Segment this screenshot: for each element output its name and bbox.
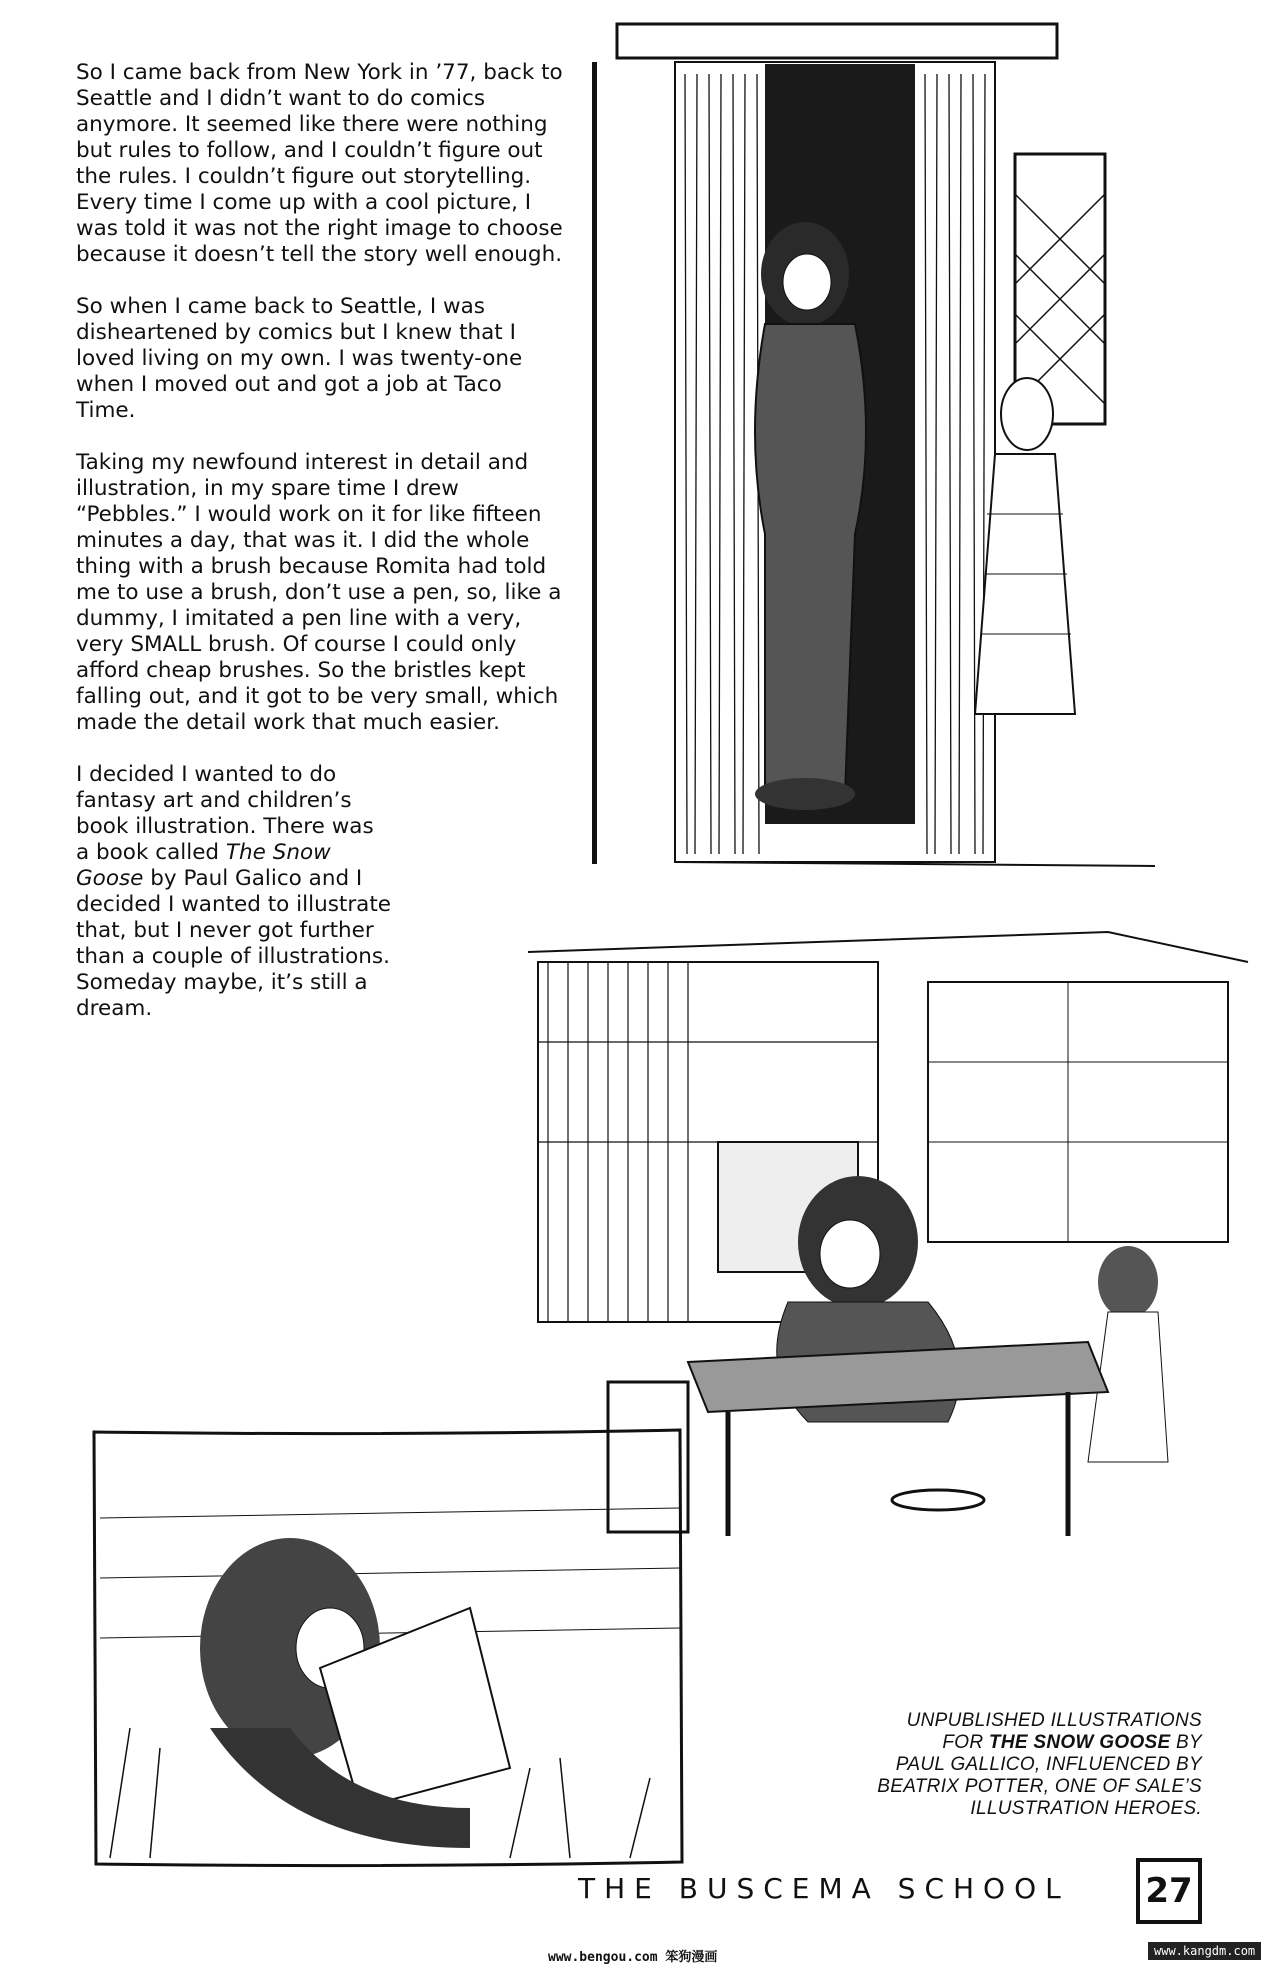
paragraph-1: So I came back from New York in ’77, back to Seattle and I didn’t want to do comics anymore. It seemed like there were nothing but rules to follow, and I couldn’t figure out the rules. I couldn’t figure out storytelling. Every time I come up with a cool picture, I was told it was not the right image to choose because it doesn’t tell the story well enough.: [76, 60, 563, 267]
illustration-caption: [782, 1710, 1202, 1820]
caption-line-5: ILLUSTRATION HEROES.: [970, 1798, 1202, 1819]
body-text-column: [76, 60, 566, 1048]
caption-line-2: [782, 1732, 1202, 1754]
caption-line-1: UNPUBLISHED ILLUSTRATIONS: [906, 1710, 1202, 1731]
caption-line-2-pre: FOR: [942, 1732, 989, 1753]
field-sketching-illustration: [90, 1428, 686, 1868]
doorway-illustration: [615, 14, 1175, 878]
caption-line-2-post: BY: [1170, 1732, 1202, 1753]
book-title: The Snow Goose: [76, 840, 331, 891]
paragraph-3: Taking my newfound interest in detail and illustration, in my spare time I drew “Pebbles.” I would work on it for like fifteen minutes a day, that was it. I did the whole thing with a brush because Romita had told me to use a brush, don’t use a pen, so, like a dummy, I imitated a pen line with a very, very SMALL brush. Of course I could only afford cheap brushes. So the bristles kept falling out, and it got to be very small, which made the detail work that much easier.: [76, 450, 562, 735]
paragraph-4-after: by Paul Galico and I decided I wanted to illustrate that, but I never got further than a couple of illustrations. Someday maybe, it’s still a dream.: [76, 866, 391, 1021]
caption-line-3: PAUL GALLICO, INFLUENCED BY: [895, 1754, 1202, 1775]
page-number: 27: [1136, 1858, 1202, 1924]
footer-url: www.bengou.com 笨狗漫画: [548, 1950, 718, 1965]
column-rule: [592, 62, 597, 864]
paragraph-4: [76, 762, 392, 1022]
paragraph-2: So when I came back to Seattle, I was disheartened by comics but I knew that I loved living on my own. I was twenty-one when I moved out and got a job at Taco Time.: [76, 294, 523, 423]
footer-watermark: www.kangdm.com: [1148, 1942, 1261, 1960]
caption-book-title: THE SNOW GOOSE: [988, 1732, 1171, 1753]
paragraph-4-before: I decided I wanted to do fantasy art and children’s book illustration. There was a book called: [76, 762, 374, 865]
caption-line-4: BEATRIX POTTER, ONE OF SALE’S: [877, 1776, 1202, 1797]
running-head: THE BUSCEMA SCHOOL: [578, 1872, 1070, 1905]
